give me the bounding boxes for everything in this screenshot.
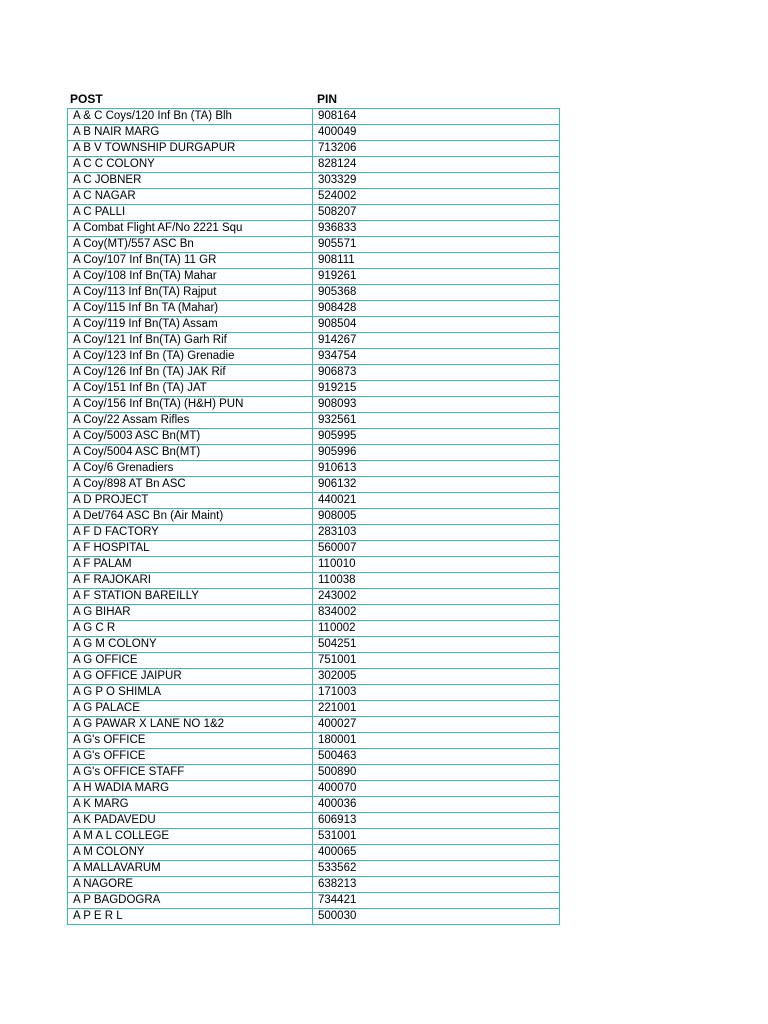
table-row [68, 701, 559, 717]
table-row [68, 301, 559, 317]
table-row [68, 445, 559, 461]
table-row [68, 605, 559, 621]
table-row [68, 653, 559, 669]
pin-cell: 533562 [318, 862, 357, 874]
pin-cell: 303329 [318, 174, 357, 186]
table-row [68, 397, 559, 413]
pin-cell: 524002 [318, 190, 357, 202]
table-row [68, 237, 559, 253]
pin-cell: 919261 [318, 270, 357, 282]
table-row [68, 189, 559, 205]
pin-cell: 560007 [318, 542, 357, 554]
post-cell: A Coy/123 Inf Bn (TA) Grenadie [68, 349, 313, 364]
table-row [68, 125, 559, 141]
pin-cell: 504251 [318, 638, 357, 650]
post-cell: A D PROJECT [68, 493, 313, 508]
post-cell: A F PALAM [68, 557, 313, 572]
table-row [68, 381, 559, 397]
table-row [68, 461, 559, 477]
post-cell: A G's OFFICE STAFF [68, 765, 313, 780]
post-cell: A G's OFFICE [68, 749, 313, 764]
post-cell: A C PALLI [68, 205, 313, 220]
table-row [68, 893, 559, 909]
post-cell: A Coy(MT)/557 ASC Bn [68, 237, 313, 252]
pin-cell: 500030 [318, 910, 357, 922]
table-row [68, 525, 559, 541]
table-row [68, 765, 559, 781]
table-row [68, 637, 559, 653]
post-pin-table [67, 108, 560, 925]
table-row [68, 509, 559, 525]
table-row [68, 477, 559, 493]
table-row [68, 669, 559, 685]
pin-cell: 400027 [318, 718, 357, 730]
table-row [68, 621, 559, 637]
post-cell: A G OFFICE [68, 653, 313, 668]
pin-cell: 908005 [318, 510, 357, 522]
table-row [68, 589, 559, 605]
post-cell: A P E R L [68, 909, 313, 924]
post-cell: A Coy/119 Inf Bn(TA) Assam [68, 317, 313, 332]
table-row [68, 269, 559, 285]
post-cell: A B V TOWNSHIP DURGAPUR [68, 141, 313, 156]
table-row [68, 541, 559, 557]
pin-cell: 110038 [318, 574, 356, 586]
post-cell: A M COLONY [68, 845, 313, 860]
pin-cell: 171003 [318, 686, 357, 698]
pin-cell: 400049 [318, 126, 357, 138]
post-cell: A F RAJOKARI [68, 573, 313, 588]
post-cell: A NAGORE [68, 877, 313, 892]
table-row [68, 365, 559, 381]
post-cell: A Coy/108 Inf Bn(TA) Mahar [68, 269, 313, 284]
pin-cell: 400070 [318, 782, 357, 794]
pin-cell: 440021 [318, 494, 357, 506]
pin-cell: 638213 [318, 878, 357, 890]
post-cell: A C NAGAR [68, 189, 313, 204]
table-row [68, 909, 559, 925]
table-row [68, 685, 559, 701]
pin-cell: 908111 [318, 254, 355, 266]
post-cell: A Coy/107 Inf Bn(TA) 11 GR [68, 253, 313, 268]
pin-cell: 905996 [318, 446, 357, 458]
post-cell: A Coy/115 Inf Bn TA (Mahar) [68, 301, 313, 316]
post-cell: A K PADAVEDU [68, 813, 313, 828]
post-column-header: POST [70, 92, 103, 106]
pin-cell: 110010 [318, 558, 356, 570]
post-cell: A Coy/5003 ASC Bn(MT) [68, 429, 313, 444]
post-cell: A Coy/898 AT Bn ASC [68, 477, 313, 492]
pin-cell: 908164 [318, 110, 357, 122]
post-cell: A G P O SHIMLA [68, 685, 313, 700]
pin-cell: 713206 [318, 142, 357, 154]
pin-cell: 531001 [318, 830, 357, 842]
pin-cell: 243002 [318, 590, 357, 602]
table-row [68, 429, 559, 445]
pin-cell: 606913 [318, 814, 357, 826]
pin-cell: 905368 [318, 286, 357, 298]
table-row [68, 157, 559, 173]
pin-cell: 936833 [318, 222, 357, 234]
post-cell: A G PALACE [68, 701, 313, 716]
post-cell: A Coy/22 Assam Rifles [68, 413, 313, 428]
table-row [68, 733, 559, 749]
post-cell: A G C R [68, 621, 313, 636]
pin-cell: 734421 [318, 894, 357, 906]
table-row [68, 861, 559, 877]
pin-cell: 908504 [318, 318, 357, 330]
table-row [68, 717, 559, 733]
pin-cell: 283103 [318, 526, 357, 538]
post-cell: A C C COLONY [68, 157, 313, 172]
post-cell: A P BAGDOGRA [68, 893, 313, 908]
pin-cell: 910613 [318, 462, 357, 474]
table-row [68, 333, 559, 349]
post-cell: A Combat Flight AF/No 2221 Squ [68, 221, 313, 236]
table-row [68, 205, 559, 221]
table-row [68, 253, 559, 269]
post-cell: A G OFFICE JAIPUR [68, 669, 313, 684]
pin-cell: 905995 [318, 430, 357, 442]
pin-cell: 500463 [318, 750, 357, 762]
pin-cell: 400036 [318, 798, 357, 810]
post-cell: A M A L COLLEGE [68, 829, 313, 844]
pin-cell: 751001 [318, 654, 357, 666]
table-row [68, 349, 559, 365]
table-row [68, 317, 559, 333]
table-row [68, 813, 559, 829]
table-row [68, 285, 559, 301]
post-cell: A G's OFFICE [68, 733, 313, 748]
table-row [68, 845, 559, 861]
post-cell: A H WADIA MARG [68, 781, 313, 796]
pin-cell: 110002 [318, 622, 356, 634]
post-cell: A G BIHAR [68, 605, 313, 620]
post-cell: A Coy/113 Inf Bn(TA) Rajput [68, 285, 313, 300]
post-cell: A G M COLONY [68, 637, 313, 652]
table-row [68, 573, 559, 589]
post-cell: A MALLAVARUM [68, 861, 313, 876]
pin-cell: 914267 [318, 334, 357, 346]
pin-cell: 905571 [318, 238, 357, 250]
post-cell: A F STATION BAREILLY [68, 589, 313, 604]
table-row [68, 781, 559, 797]
table-header [70, 92, 560, 108]
pin-cell: 908093 [318, 398, 357, 410]
pin-cell: 828124 [318, 158, 357, 170]
post-cell: A Coy/126 Inf Bn (TA) JAK Rif [68, 365, 313, 380]
post-cell: A K MARG [68, 797, 313, 812]
pin-cell: 932561 [318, 414, 357, 426]
pin-column-header: PIN [317, 92, 338, 106]
table-row [68, 557, 559, 573]
pin-cell: 180001 [318, 734, 357, 746]
table-row [68, 141, 559, 157]
table-row [68, 829, 559, 845]
post-cell: A Det/764 ASC Bn (Air Maint) [68, 509, 313, 524]
post-cell: A Coy/156 Inf Bn(TA) (H&H) PUN [68, 397, 313, 412]
table-row [68, 173, 559, 189]
post-cell: A C JOBNER [68, 173, 313, 188]
post-cell: A G PAWAR X LANE NO 1&2 [68, 717, 313, 732]
pin-cell: 302005 [318, 670, 357, 682]
table-row [68, 413, 559, 429]
table-row [68, 221, 559, 237]
pin-cell: 500890 [318, 766, 357, 778]
table-row [68, 109, 559, 125]
post-cell: A & C Coys/120 Inf Bn (TA) Blh [68, 109, 313, 124]
pin-cell: 908428 [318, 302, 357, 314]
post-cell: A Coy/6 Grenadiers [68, 461, 313, 476]
post-cell: A Coy/5004 ASC Bn(MT) [68, 445, 313, 460]
table-row [68, 493, 559, 509]
pin-cell: 400065 [318, 846, 357, 858]
pin-cell: 906132 [318, 478, 357, 490]
post-cell: A Coy/151 Inf Bn (TA) JAT [68, 381, 313, 396]
table-row [68, 749, 559, 765]
post-cell: A F D FACTORY [68, 525, 313, 540]
table-row [68, 877, 559, 893]
pin-cell: 906873 [318, 366, 357, 378]
pin-cell: 919215 [318, 382, 357, 394]
pin-cell: 508207 [318, 206, 357, 218]
post-cell: A Coy/121 Inf Bn(TA) Garh Rif [68, 333, 313, 348]
table-row [68, 797, 559, 813]
post-cell: A F HOSPITAL [68, 541, 313, 556]
pin-cell: 221001 [318, 702, 357, 714]
pin-cell: 934754 [318, 350, 357, 362]
post-cell: A B NAIR MARG [68, 125, 313, 140]
pin-cell: 834002 [318, 606, 357, 618]
